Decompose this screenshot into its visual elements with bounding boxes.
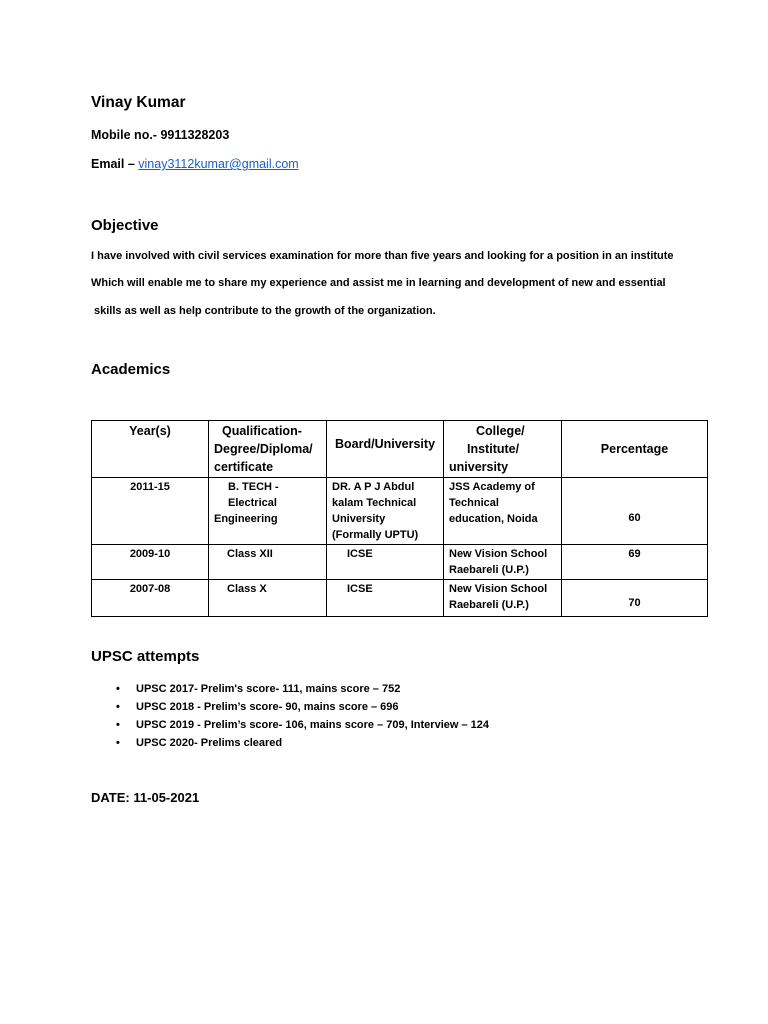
header-qual-line: certificate: [214, 460, 274, 474]
list-item-text: UPSC 2017- Prelim's score- 111, mains score – 752: [136, 683, 401, 695]
cell-line: B. TECH -: [228, 481, 279, 493]
cell-year: 2011-15: [92, 478, 209, 545]
cell-year: 2007-08: [92, 580, 209, 617]
list-item-text: UPSC 2020- Prelims cleared: [136, 737, 283, 749]
cell-college: [444, 580, 562, 617]
cell-line: New Vision School: [449, 548, 548, 560]
header-college: [444, 421, 562, 478]
header-board: Board/University: [327, 421, 444, 478]
academics-table: [91, 420, 708, 617]
cell-college: [444, 478, 562, 545]
mobile-label: Mobile no.-: [91, 128, 157, 142]
header-college-line: university: [449, 460, 509, 474]
header-qual-line: Qualification-: [222, 424, 302, 438]
table-header-row: [92, 421, 708, 478]
cell-board: ICSE: [327, 580, 444, 617]
list-item: [91, 680, 489, 698]
cell-line: Raebareli (U.P.): [449, 599, 529, 611]
date-value: 11-05-2021: [133, 790, 200, 805]
header-qual-line: Degree/Diploma/: [214, 442, 313, 456]
bullet-icon: •: [116, 737, 120, 749]
cell-line: JSS Academy of: [449, 481, 535, 493]
upsc-attempts-list: [91, 680, 489, 752]
objective-line-1: I have involved with civil services examination for more than five years and looking for a position in an institute: [91, 250, 674, 262]
header-college-line: Institute/: [467, 442, 520, 456]
cell-line: DR. A P J Abdul: [332, 481, 415, 493]
candidate-name: Vinay Kumar: [91, 94, 186, 111]
cell-qualification: Class X: [209, 580, 327, 617]
cell-board: [327, 478, 444, 545]
table-row: [92, 580, 708, 617]
date-label: DATE:: [91, 790, 130, 805]
bullet-icon: •: [116, 683, 120, 695]
cell-qualification: [209, 478, 327, 545]
header-year: Year(s): [92, 421, 209, 478]
list-item-text: UPSC 2019 - Prelim’s score- 106, mains score – 709, Interview – 124: [136, 719, 490, 731]
cell-percentage: 69: [562, 545, 708, 580]
cell-percentage: 60: [562, 478, 708, 545]
cell-qualification: Class XII: [209, 545, 327, 580]
list-item: [91, 698, 489, 716]
table-row: [92, 545, 708, 580]
header-qualification: [209, 421, 327, 478]
bullet-icon: •: [116, 701, 120, 713]
academics-heading: Academics: [91, 361, 171, 378]
email-link[interactable]: vinay3112kumar@gmail.com: [138, 157, 299, 171]
cell-line: Raebareli (U.P.): [449, 564, 529, 576]
header-college-line: College/: [476, 424, 525, 438]
cell-line: Technical: [449, 497, 499, 509]
email-label: Email –: [91, 157, 135, 171]
mobile-number: 9911328203: [160, 128, 230, 142]
date-line: [91, 790, 199, 805]
cell-line: (Formally UPTU): [332, 529, 419, 541]
list-item-text: UPSC 2018 - Prelim’s score- 90, mains score – 696: [136, 701, 399, 713]
cell-line: Engineering: [214, 513, 278, 525]
cell-line: kalam Technical: [332, 497, 417, 509]
cell-percentage: 70: [562, 580, 708, 617]
cell-college: [444, 545, 562, 580]
objective-line-2: Which will enable me to share my experience and assist me in learning and development of new and essential: [91, 277, 666, 289]
cell-line: New Vision School: [449, 583, 548, 595]
cell-line: University: [332, 513, 386, 525]
cell-line: education, Noida: [449, 513, 538, 525]
list-item: [91, 716, 489, 734]
objective-line-3: skills as well as help contribute to the growth of the organization.: [94, 305, 436, 317]
cell-board: ICSE: [327, 545, 444, 580]
cell-line: Electrical: [228, 497, 277, 509]
mobile-line: [91, 128, 229, 142]
email-line: [91, 157, 299, 171]
bullet-icon: •: [116, 719, 120, 731]
cell-year: 2009-10: [92, 545, 209, 580]
objective-heading: Objective: [91, 217, 159, 234]
header-percentage: Percentage: [562, 421, 708, 478]
upsc-heading: UPSC attempts: [91, 648, 200, 665]
list-item: [91, 734, 489, 752]
table-row: [92, 478, 708, 545]
